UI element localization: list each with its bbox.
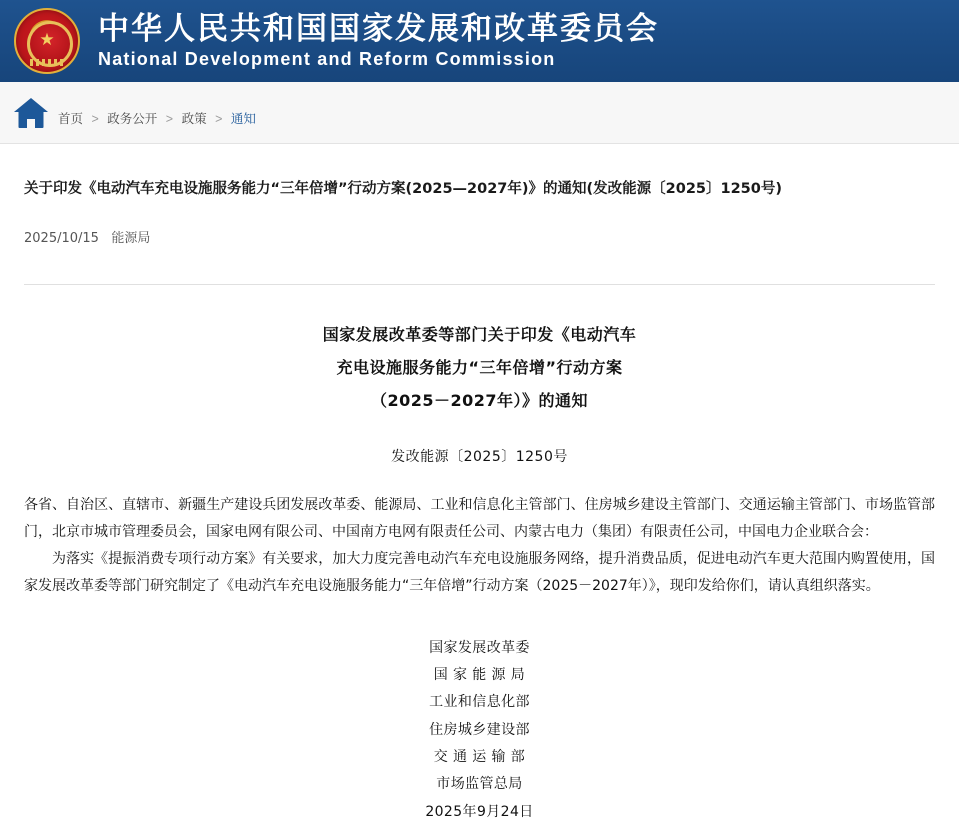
site-header bbox=[0, 0, 959, 82]
document-heading-line: 充电设施服务能力“三年倍增”行动方案 bbox=[336, 357, 623, 377]
signature-line: 工业和信息化部 bbox=[429, 694, 530, 711]
document-number: 发改能源〔2025〕1250号 bbox=[391, 448, 568, 465]
article bbox=[0, 144, 959, 826]
article-source: 能源局 bbox=[111, 231, 151, 247]
signature-line: 国家发展改革委 bbox=[429, 639, 530, 656]
breadcrumb-item-1[interactable]: 政务公开 bbox=[107, 111, 158, 126]
signature-line: 市场监管总局 bbox=[436, 776, 523, 793]
document-heading-line: 国家发展改革委等部门关于印发《电动汽车 bbox=[322, 325, 637, 345]
article-meta bbox=[24, 201, 935, 246]
home-icon bbox=[14, 98, 48, 128]
breadcrumb-item-3[interactable]: 通知 bbox=[230, 111, 256, 126]
document-heading-line: （2025－2027年）》的通知 bbox=[370, 390, 589, 410]
document-heading bbox=[24, 319, 935, 417]
publish-date: 2025/10/15 bbox=[24, 231, 99, 247]
page-title: 关于印发《电动汽车充电设施服务能力“三年倍增”行动方案(2025—2027年)》的通知(发改能源〔2025〕1250号) bbox=[24, 181, 782, 197]
header-title-en: National Development and Reform Commission bbox=[98, 49, 556, 70]
breadcrumb-separator: > bbox=[215, 111, 223, 126]
document-signature bbox=[24, 635, 935, 826]
breadcrumb-item-0[interactable]: 首页 bbox=[58, 111, 84, 126]
signature-line: 交 通 运 输 部 bbox=[433, 748, 526, 765]
breadcrumb bbox=[58, 109, 256, 127]
article-body bbox=[24, 285, 935, 826]
header-title-cn: 中华人民共和国国家发展和改革委员会 bbox=[98, 10, 659, 47]
breadcrumb-separator: > bbox=[165, 111, 174, 126]
document-paragraph: 为落实《提振消费专项行动方案》有关要求，加大力度完善电动汽车充电设施服务网络，提升消费品质，促进电动汽车更大范围内购置使用，国家发展改革委等部门研究制定了《电动汽车充电设施服务能力“三年倍增”行动方案（2025－2027年）》，现印发给你们，请认真组织落实。 bbox=[24, 551, 935, 595]
breadcrumb-separator: > bbox=[91, 111, 99, 126]
signature-line: 国 家 能 源 局 bbox=[433, 667, 526, 684]
document-paragraph: 各省、自治区、直辖市、新疆生产建设兵团发展改革委、能源局、工业和信息化主管部门、住房城乡建设主管部门、交通运输主管部门、市场监管部门，北京市城市管理委员会，国家电网有限公司、中国南方电网有限责任公司、内蒙古电力（集团）有限责任公司，中国电力企业联合会： bbox=[24, 496, 935, 540]
signature-line: 住房城乡建设部 bbox=[429, 721, 530, 738]
header-title-group bbox=[98, 12, 659, 71]
national-emblem-icon: ★ bbox=[14, 8, 80, 74]
home-button[interactable] bbox=[10, 92, 52, 134]
signature-date: 2025年9月24日 bbox=[425, 803, 534, 820]
breadcrumb-item-2[interactable]: 政策 bbox=[181, 111, 207, 126]
breadcrumb-bar bbox=[0, 82, 959, 144]
